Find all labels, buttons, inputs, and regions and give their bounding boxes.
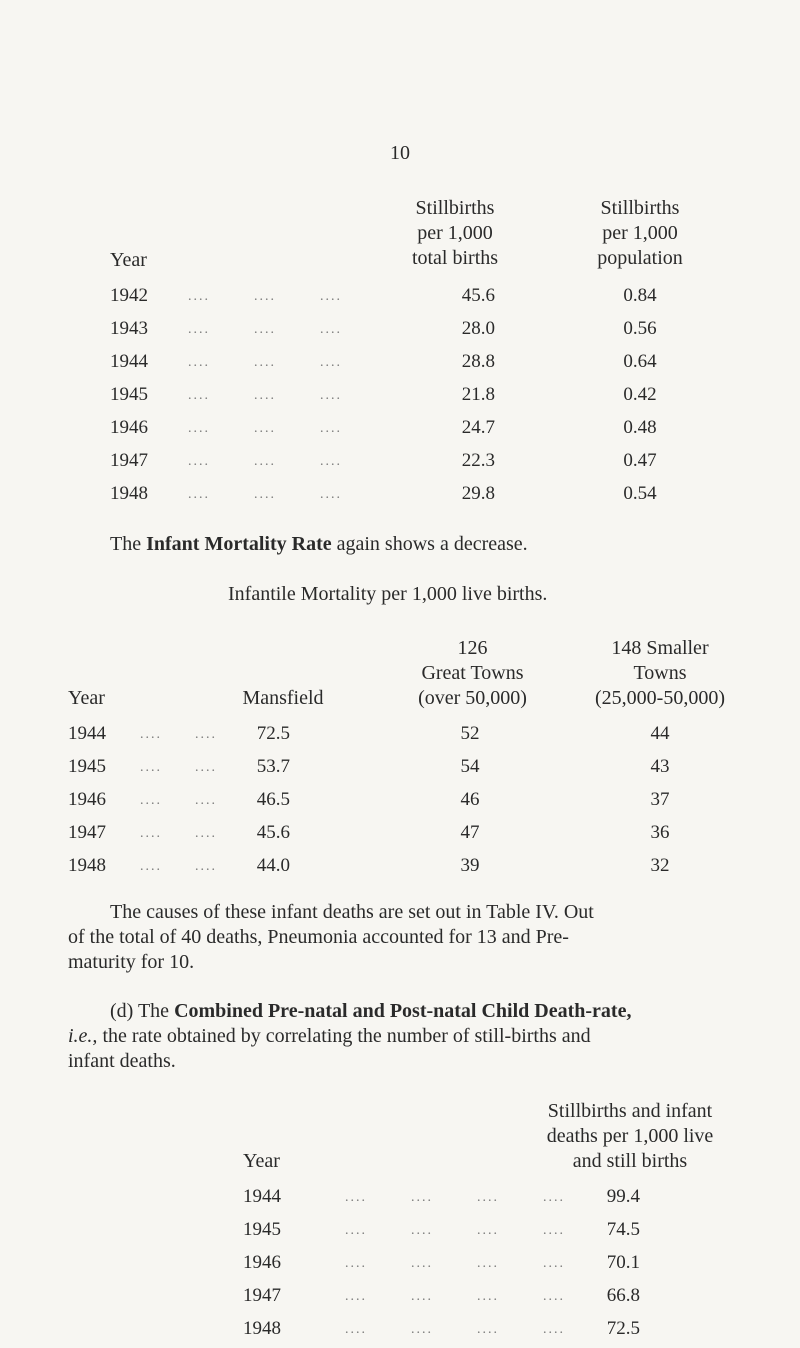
table-cell: 37 xyxy=(650,789,670,810)
leader-dots: .... .... .... xyxy=(188,487,342,502)
table-cell: 72.5 xyxy=(606,1318,640,1339)
infant-mortality-sentence: The Infant Mortality Rate again shows a decrease. xyxy=(110,533,528,555)
table-cell: 39 xyxy=(460,855,480,876)
leader-dots: .... .... .... xyxy=(188,388,342,403)
table-row-year: 1947 xyxy=(243,1285,281,1306)
table-row-year: 1944 xyxy=(68,723,106,744)
table-cell: 99.4 xyxy=(606,1186,640,1207)
table-cell: 0.84 xyxy=(623,285,657,306)
leader-dots: .... .... .... .... xyxy=(345,1289,565,1304)
causes-paragraph: The causes of these infant deaths are set out in Table IV. Out of the total of 40 deaths, Pneumonia accounted for 13 and Pre- maturity for 10. xyxy=(68,901,594,973)
table-cell: 66.8 xyxy=(606,1285,640,1306)
leader-dots: .... .... .... xyxy=(188,289,342,304)
table-cell: 29.8 xyxy=(461,483,495,504)
table-cell: 53.7 xyxy=(256,756,290,777)
table2-title: Infantile Mortality per 1,000 live births. xyxy=(228,583,548,605)
table-row-year: 1948 xyxy=(68,855,106,876)
table-cell: 46.5 xyxy=(256,789,290,810)
table-row-year: 1947 xyxy=(110,450,148,471)
table-cell: 45.6 xyxy=(461,285,495,306)
table-cell: 28.8 xyxy=(461,351,495,372)
table3-header-rate: Stillbirths and infant deaths per 1,000 live and still births xyxy=(546,1100,714,1172)
leader-dots: .... .... .... .... xyxy=(345,1190,565,1205)
leader-dots: .... .... xyxy=(140,826,217,841)
table2-header-smaller-towns: 148 Smaller Towns (25,000-50,000) xyxy=(595,637,725,709)
table-cell: 52 xyxy=(460,723,480,744)
table-row-year: 1945 xyxy=(243,1219,281,1240)
table-cell: 72.5 xyxy=(256,723,290,744)
leader-dots: .... .... .... xyxy=(188,421,342,436)
table-cell: 0.47 xyxy=(623,450,657,471)
table-row-year: 1943 xyxy=(110,318,148,339)
table-cell: 0.64 xyxy=(623,351,657,372)
leader-dots: .... .... .... .... xyxy=(345,1223,565,1238)
table-row-year: 1946 xyxy=(68,789,106,810)
table-cell: 45.6 xyxy=(256,822,290,843)
table-row-year: 1945 xyxy=(68,756,106,777)
table-row-year: 1944 xyxy=(243,1186,281,1207)
table1-header-col1: Stillbirths per 1,000 total births xyxy=(411,197,499,269)
table-row-year: 1948 xyxy=(243,1318,281,1339)
table-cell: 0.42 xyxy=(623,384,657,405)
table-cell: 70.1 xyxy=(606,1252,640,1273)
table-cell: 0.54 xyxy=(623,483,657,504)
leader-dots: .... .... xyxy=(140,727,217,742)
leader-dots: .... .... .... xyxy=(188,322,342,337)
leader-dots: .... .... xyxy=(140,793,217,808)
combined-death-rate-paragraph: (d) The Combined Pre-natal and Post-natal Child Death-rate, i.e., the rate obtained by correlating the number of still-births and infant deaths. xyxy=(68,1000,632,1072)
table-row-year: 1948 xyxy=(110,483,148,504)
infant-mortality-rate-term: Infant Mortality Rate xyxy=(146,533,332,555)
table-cell: 44 xyxy=(650,723,670,744)
table-cell: 47 xyxy=(460,822,480,843)
table1-header-year: Year xyxy=(110,249,147,271)
table-cell: 44.0 xyxy=(256,855,290,876)
table-cell: 54 xyxy=(460,756,480,777)
table-cell: 24.7 xyxy=(461,417,495,438)
leader-dots: .... .... .... xyxy=(188,454,342,469)
table-row-year: 1946 xyxy=(243,1252,281,1273)
table-cell: 21.8 xyxy=(461,384,495,405)
table-cell: 36 xyxy=(650,822,670,843)
leader-dots: .... .... xyxy=(140,859,217,874)
table-cell: 0.48 xyxy=(623,417,657,438)
table-row-year: 1947 xyxy=(68,822,106,843)
table2-header-mansfield: Mansfield xyxy=(242,687,324,709)
leader-dots: .... .... .... .... xyxy=(345,1256,565,1271)
table-cell: 22.3 xyxy=(461,450,495,471)
table3-header-year: Year xyxy=(243,1150,280,1172)
table1-header-col2: Stillbirths per 1,000 population xyxy=(597,197,683,269)
table-cell: 0.56 xyxy=(623,318,657,339)
table-row-year: 1944 xyxy=(110,351,148,372)
leader-dots: .... .... .... xyxy=(188,355,342,370)
leader-dots: .... .... .... .... xyxy=(345,1322,565,1337)
table-cell: 46 xyxy=(460,789,480,810)
page-number: 10 xyxy=(390,142,410,164)
table2-header-year: Year xyxy=(68,687,105,709)
table-cell: 28.0 xyxy=(461,318,495,339)
table-row-year: 1946 xyxy=(110,417,148,438)
combined-death-rate-term: Combined Pre-natal and Post-natal Child Death-rate, xyxy=(174,1000,632,1022)
table-cell: 74.5 xyxy=(606,1219,640,1240)
table-row-year: 1942 xyxy=(110,285,148,306)
table2-header-great-towns: 126 Great Towns (over 50,000) xyxy=(418,637,527,709)
leader-dots: .... .... xyxy=(140,760,217,775)
table-cell: 43 xyxy=(650,756,670,777)
table-cell: 32 xyxy=(650,855,670,876)
table-row-year: 1945 xyxy=(110,384,148,405)
